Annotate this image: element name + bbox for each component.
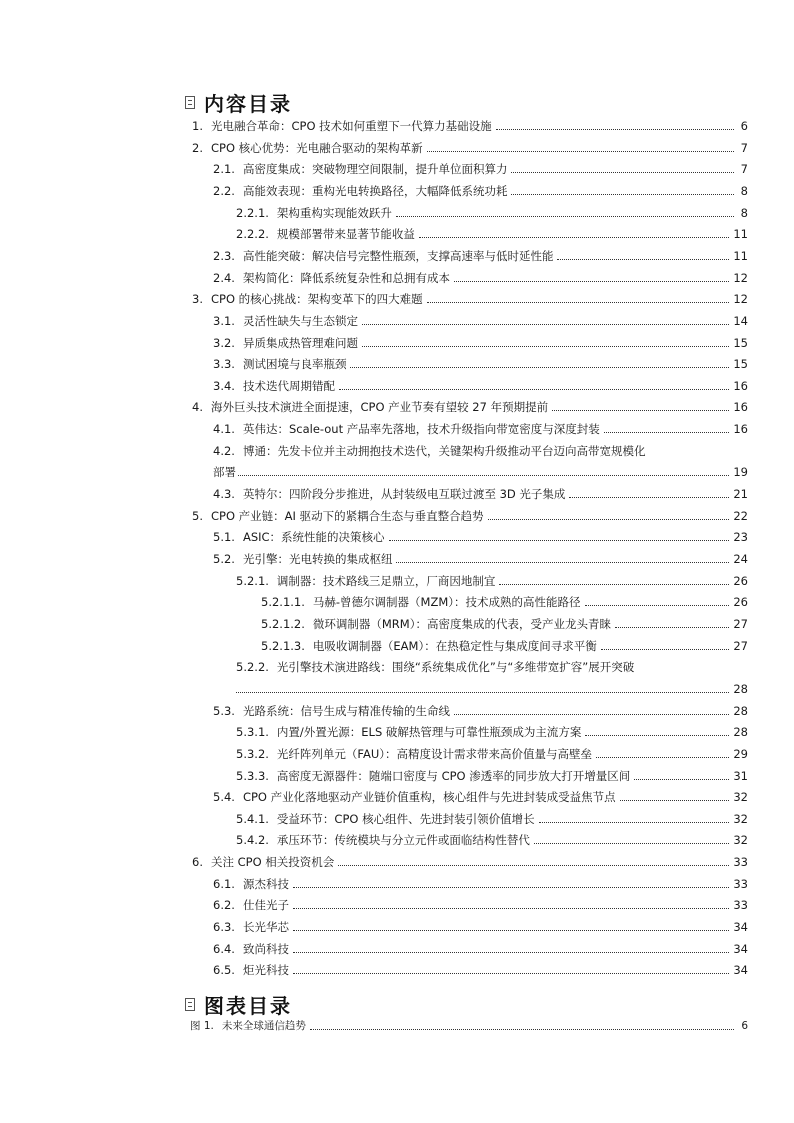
toc-entry[interactable]	[213, 704, 748, 718]
toc-entry-title: CPO 的核心挑战：架构变革下的四大难题	[210, 292, 423, 307]
dot-leader	[585, 605, 730, 606]
toc-entry[interactable]	[261, 639, 748, 653]
dot-leader	[396, 216, 734, 217]
dot-leader	[511, 172, 734, 173]
dot-leader	[350, 367, 729, 368]
toc-entry-page: 6	[740, 119, 748, 133]
toc-entry-page: 34	[733, 963, 748, 978]
toc-entry-title: 架构重构实现能效跃升	[276, 205, 392, 220]
toc-entry-number: 2.	[192, 140, 203, 155]
toc-entry-number: 2.2.1.	[236, 205, 269, 220]
toc-entry-page: 16	[733, 378, 748, 393]
toc-entry-number: 6.3.	[213, 920, 235, 935]
figure-entry-page: 6	[741, 1020, 748, 1032]
dot-leader	[534, 843, 729, 844]
toc-entry-title: 英特尔：四阶段分步推进，从封装级电互联过渡至 3D 光子集成	[242, 487, 566, 502]
toc-entry-page: 28	[733, 703, 748, 718]
toc-entry-title: 微环调制器（MRM）：高密度集成的代表，受产业龙头青睐	[312, 616, 611, 631]
toc-entry-title: 博通：先发卡位并主动拥抱技术迭代，关键架构升级推动平台迈向高带宽规模化	[242, 443, 646, 458]
dot-leader	[389, 540, 730, 541]
toc-entry-title: CPO 核心优势：光电融合驱动的架构革新	[210, 140, 423, 155]
document-icon	[185, 96, 195, 109]
dot-leader	[293, 887, 729, 888]
toc-entry-number: 5.2.1.	[236, 573, 269, 588]
toc-entry-title: ASIC：系统性能的决策核心	[242, 530, 385, 545]
toc-entry-number: 5.2.1.1.	[261, 595, 305, 610]
toc-entry-title: 关注 CPO 相关投资机会	[210, 855, 335, 870]
toc-entry-number: 5.2.2.	[236, 660, 269, 675]
toc-entry-page: 8	[740, 183, 748, 198]
toc-entry-page: 34	[733, 920, 748, 935]
toc-entry-title: 光引擎技术演进路线：围绕“系统集成优化”与“多维带宽扩容”展开突破	[276, 660, 635, 675]
toc-entry-title: 高密度无源器件：随端口密度与 CPO 渗透率的同步放大打开增量区间	[276, 768, 631, 783]
toc-entry-title: 源杰科技	[242, 876, 289, 891]
toc-entry[interactable]	[213, 271, 748, 285]
toc-entry-number: 5.2.1.3.	[261, 638, 305, 653]
toc-entry-number: 5.3.	[213, 703, 235, 718]
toc-entry-number: 5.4.2.	[236, 833, 269, 848]
toc-entry-number: 5.4.1.	[236, 811, 269, 826]
toc-entry-title: 规模部署带来显著节能收益	[276, 227, 415, 242]
dot-leader	[236, 692, 729, 693]
figures-heading	[185, 990, 292, 1019]
dot-leader	[339, 389, 729, 390]
toc-entry-page: 22	[733, 508, 748, 523]
dot-leader	[310, 1029, 734, 1030]
dot-leader	[496, 129, 734, 130]
toc-entry-number: 6.5.	[213, 963, 235, 978]
toc-entry-number: 6.4.	[213, 941, 235, 956]
toc-entry[interactable]	[213, 249, 748, 263]
toc-entry[interactable]	[236, 747, 748, 761]
toc-entry-title: 调制器：技术路线三足鼎立，厂商因地制宜	[276, 573, 496, 588]
toc-entry[interactable]	[213, 877, 748, 891]
toc-entry-page: 16	[733, 400, 748, 415]
toc-entry-title: 致尚科技	[242, 941, 289, 956]
dot-leader	[454, 281, 729, 282]
dot-leader	[419, 237, 729, 238]
dot-leader	[427, 151, 734, 152]
toc-entry-number: 2.2.	[213, 183, 235, 198]
toc-entry-number: 5.2.	[213, 552, 235, 566]
toc-entry[interactable]	[213, 184, 748, 198]
toc-entry-page: 7	[740, 140, 748, 155]
toc-entry-title: 光电融合革命：CPO 技术如何重塑下一代算力基础设施	[210, 119, 492, 133]
toc-entry[interactable]	[213, 552, 748, 566]
toc-entry-page: 16	[733, 422, 748, 437]
toc-entry-title: 承压环节：传统模块与分立元件或面临结构性替代	[276, 833, 530, 848]
toc-entry[interactable]	[213, 790, 748, 804]
toc-entry[interactable]	[213, 422, 748, 436]
toc-entry-number: 5.1.	[213, 530, 235, 545]
toc-entry[interactable]	[213, 162, 748, 176]
dot-leader	[362, 324, 729, 325]
toc-entry-number: 4.3.	[213, 487, 235, 502]
toc-entry[interactable]	[261, 617, 748, 631]
toc-entry[interactable]	[213, 920, 748, 934]
toc-entry-title: 海外巨头技术演进全面提速，CPO 产业节奏有望较 27 年预期提前	[210, 400, 549, 415]
dot-leader	[499, 584, 729, 585]
dot-leader	[557, 259, 729, 260]
toc-entry-number: 5.4.	[213, 790, 235, 805]
toc-entry-number: 5.3.3.	[236, 768, 269, 783]
dot-leader	[454, 714, 729, 715]
toc-entry[interactable]	[213, 963, 748, 977]
toc-entry-number: 4.	[192, 400, 203, 415]
toc-entry[interactable]	[236, 206, 748, 220]
toc-entry-number: 2.1.	[213, 162, 235, 177]
toc-entry-number: 2.4.	[213, 270, 235, 285]
toc-entry-title: 仕佳光子	[242, 898, 289, 913]
toc-entry-number: 2.3.	[213, 248, 235, 263]
dot-leader	[427, 302, 730, 303]
toc-entry[interactable]	[213, 314, 748, 328]
dot-leader	[488, 519, 730, 520]
toc-entry-title: 异质集成热管理难问题	[242, 335, 358, 350]
toc-entry-page: 21	[733, 487, 748, 502]
dot-leader	[511, 194, 734, 195]
toc-entry-page: 15	[733, 357, 748, 372]
toc-entry[interactable]	[236, 660, 748, 674]
dot-leader	[604, 432, 730, 433]
toc-entry-title: 英伟达：Scale-out 产品率先落地，技术升级指向带宽密度与深度封装	[242, 422, 600, 437]
dot-leader	[615, 627, 729, 628]
toc-entry-page: 12	[733, 292, 748, 307]
toc-entry-page: 33	[733, 876, 748, 891]
dot-leader	[293, 908, 729, 909]
toc-entry[interactable]	[236, 574, 748, 588]
toc-entry-page: 34	[733, 941, 748, 956]
toc-entry-title: 光纤阵列单元（FAU）：高精度设计需求带来高价值量与高壁垒	[276, 746, 593, 761]
toc-entry-title: CPO 产业链：AI 驱动下的紧耦合生态与垂直整合趋势	[210, 508, 484, 523]
toc-entry-continuation[interactable]	[213, 465, 748, 479]
toc-entry[interactable]	[192, 119, 748, 133]
dot-leader	[293, 952, 729, 953]
toc-entry-page: 32	[733, 811, 748, 826]
toc-entry[interactable]	[192, 400, 748, 414]
dot-leader	[238, 475, 729, 476]
toc-entry-page: 28	[733, 725, 748, 740]
toc-entry-page: 33	[733, 898, 748, 913]
toc-entry-title: 长光华芯	[242, 920, 289, 935]
toc-entry-page: 26	[733, 595, 748, 610]
toc-entry[interactable]	[213, 444, 748, 458]
toc-entry-page: 31	[733, 768, 748, 783]
toc-entry-page: 19	[733, 465, 748, 480]
toc-entry-page: 23	[733, 530, 748, 545]
toc-entry-number: 6.1.	[213, 876, 235, 891]
toc-entry-title: CPO 产业化落地驱动产业链价值重构，核心组件与先进封装成受益焦节点	[242, 790, 616, 805]
toc-entry-page: 7	[740, 162, 748, 177]
dot-leader	[293, 930, 729, 931]
dot-leader	[362, 346, 729, 347]
toc-entry-title: 技术迭代周期错配	[242, 378, 335, 393]
toc-entry-title: 测试困境与良率瓶颈	[242, 357, 347, 372]
toc-entry-title: 受益环节：CPO 核心组件、先进封装引领价值增长	[276, 811, 535, 826]
toc-entry[interactable]	[213, 336, 748, 350]
toc-entry-page: 33	[733, 855, 748, 870]
toc-entry-number: 5.3.1.	[236, 725, 269, 740]
toc-entry-number: 6.	[192, 855, 203, 870]
dot-leader	[585, 735, 729, 736]
dot-leader	[539, 822, 730, 823]
toc-entry-number: 3.2.	[213, 335, 235, 350]
toc-entry-number: 2.2.2.	[236, 227, 269, 242]
toc-entry-number: 6.2.	[213, 898, 235, 913]
figure-entry-title: 未来全球通信趋势	[221, 1020, 306, 1032]
toc-entry-number: 5.2.1.2.	[261, 616, 305, 631]
toc-entry-page: 14	[733, 313, 748, 328]
toc-entry-number: 5.	[192, 508, 203, 523]
toc-entry-number: 3.1.	[213, 313, 235, 328]
toc-entry[interactable]	[236, 227, 748, 241]
dot-leader	[596, 757, 729, 758]
toc-entry-page: 15	[733, 335, 748, 350]
toc-entry-page: 27	[733, 616, 748, 631]
toc-entry[interactable]	[192, 509, 748, 523]
toc-entry-title: 高密度集成：突破物理空间限制，提升单位面积算力	[242, 162, 508, 177]
toc-entry-number: 5.3.2.	[236, 746, 269, 761]
toc-entry[interactable]	[213, 357, 748, 371]
toc-entry-page: 24	[733, 552, 748, 566]
toc-entry-title: 内置/外置光源：ELS 破解热管理与可靠性瓶颈成为主流方案	[276, 725, 582, 740]
toc-entry[interactable]	[213, 898, 748, 912]
toc-entry-title-continued: 部署	[213, 465, 236, 480]
figure-entry-number: 图 1.	[190, 1020, 214, 1032]
toc-entry-number: 3.3.	[213, 357, 235, 372]
toc-entry-page: 28	[733, 681, 748, 696]
dot-leader	[620, 800, 730, 801]
toc-entry-page: 27	[733, 638, 748, 653]
toc-entry[interactable]	[192, 141, 748, 155]
toc-entry-page: 12	[733, 270, 748, 285]
toc-entry-number: 1.	[192, 119, 203, 133]
toc-entry-page: 11	[733, 227, 748, 242]
toc-entry-page: 11	[733, 248, 748, 263]
toc-entry-number: 3.4.	[213, 378, 235, 393]
toc-entry[interactable]	[261, 595, 748, 609]
toc-entry-title: 灵活性缺失与生态锁定	[242, 313, 358, 328]
document-icon	[185, 998, 195, 1011]
toc-entry[interactable]	[213, 487, 748, 501]
toc-entry[interactable]	[236, 833, 748, 847]
toc-entry[interactable]	[213, 942, 748, 956]
toc-entry-page: 32	[733, 833, 748, 848]
toc-entry-title: 马赫-曾德尔调制器（MZM）：技术成熟的高性能路径	[312, 595, 581, 610]
toc-entry-page: 29	[733, 746, 748, 761]
toc-entry[interactable]	[236, 812, 748, 826]
toc-entry-title: 光路系统：信号生成与精准传输的生命线	[242, 703, 450, 718]
toc-entry-number: 4.1.	[213, 422, 235, 437]
dot-leader	[552, 410, 729, 411]
toc-entry-continuation[interactable]	[236, 682, 748, 696]
figures-title: 图表目录	[204, 994, 292, 1018]
toc-entry[interactable]	[236, 769, 748, 783]
dot-leader	[601, 649, 730, 650]
dot-leader	[338, 865, 729, 866]
dot-leader	[634, 779, 729, 780]
toc-entry-title: 炬光科技	[242, 963, 289, 978]
toc-entry[interactable]	[213, 379, 748, 393]
toc-entry[interactable]	[192, 855, 748, 869]
toc-entry-number: 4.2.	[213, 443, 235, 458]
toc-entry[interactable]	[192, 292, 748, 306]
toc-entry-page: 8	[740, 205, 748, 220]
toc-title: 内容目录	[204, 92, 292, 116]
toc-entry-number: 3.	[192, 292, 203, 307]
toc-entry[interactable]	[213, 530, 748, 544]
dot-leader	[569, 497, 729, 498]
toc-entry-page: 32	[733, 790, 748, 805]
toc-entry-title: 电吸收调制器（EAM）：在热稳定性与集成度间寻求平衡	[312, 638, 597, 653]
toc-heading	[185, 88, 292, 117]
dot-leader	[293, 973, 729, 974]
toc-entry-title: 架构简化：降低系统复杂性和总拥有成本	[242, 270, 450, 285]
figure-entry[interactable]	[190, 1019, 748, 1033]
toc-entry[interactable]	[236, 725, 748, 739]
toc-entry-title: 光引擎：光电转换的集成枢纽	[242, 552, 393, 566]
toc-entry-title: 高性能突破：解决信号完整性瓶颈，支撑高速率与低时延性能	[242, 248, 554, 263]
toc-entry-title: 高能效表现：重构光电转换路径，大幅降低系统功耗	[242, 183, 508, 198]
dot-leader	[396, 562, 729, 563]
toc-entry-page: 26	[733, 573, 748, 588]
